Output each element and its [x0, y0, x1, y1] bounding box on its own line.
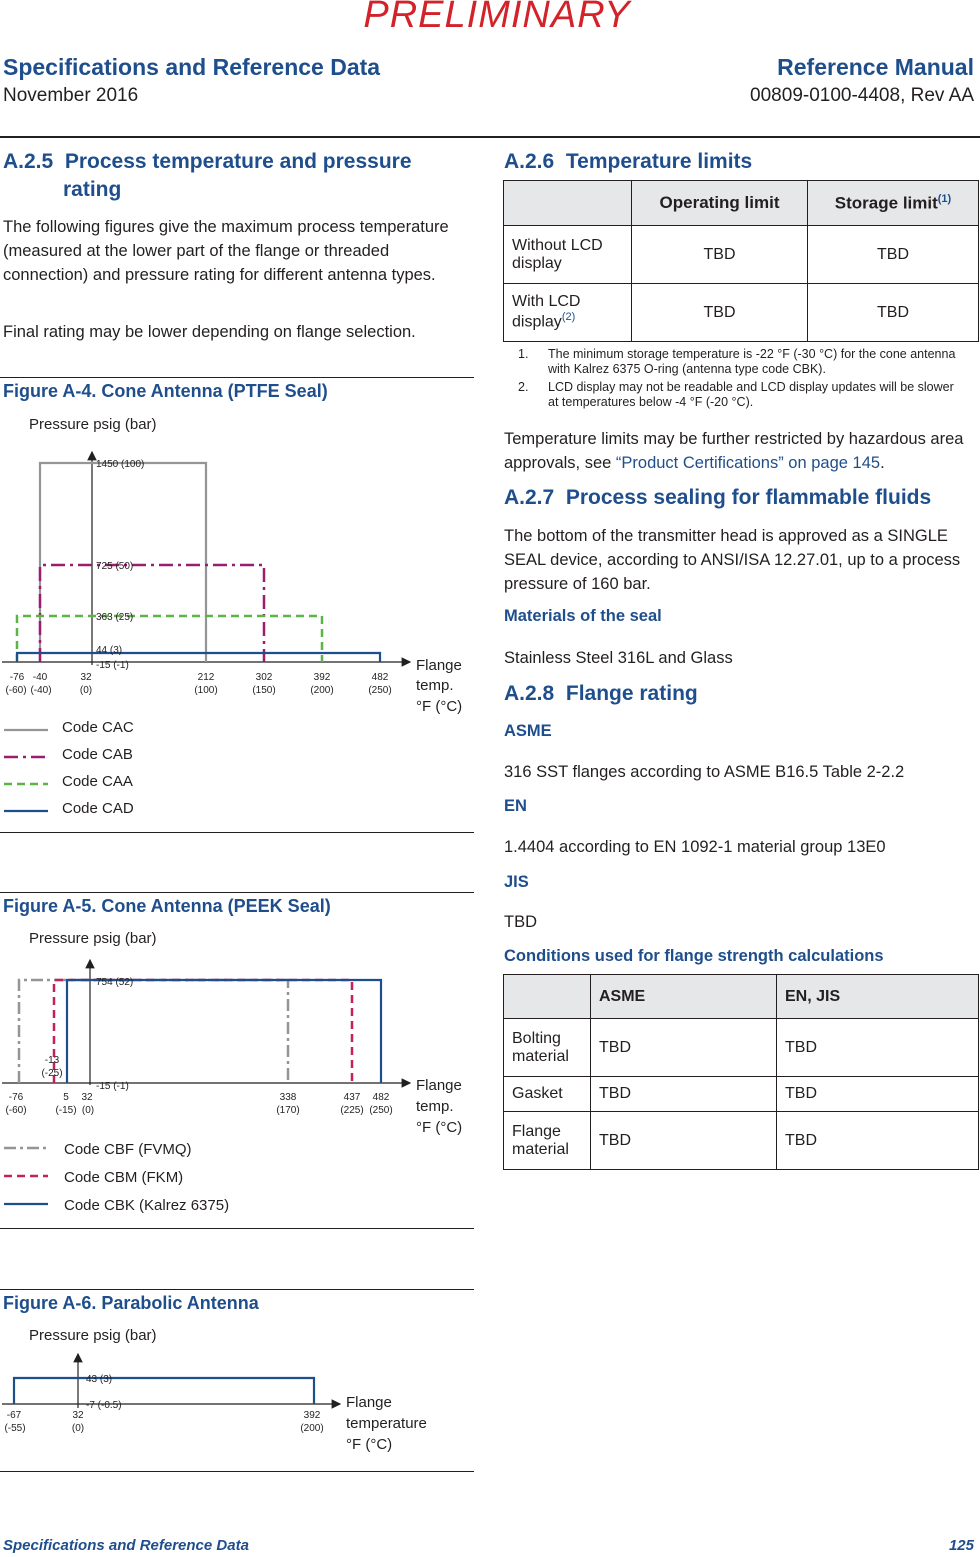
temperature-limits-table — [503, 180, 979, 342]
header-rule — [0, 136, 980, 138]
en-jis-cell: TBD — [777, 1019, 979, 1077]
x-tick-label: (-15) — [55, 1105, 77, 1116]
table-corner-cell — [504, 975, 591, 1019]
legend-label: Code CBF (FVMQ) — [64, 1141, 192, 1158]
page-number: 125 — [948, 1537, 974, 1554]
figure-a4-y-label: Pressure psig (bar) — [29, 416, 157, 433]
jis-text: TBD — [504, 913, 537, 931]
x-tick-label: 302 — [255, 672, 273, 683]
x-axis-label: temp. — [416, 1098, 454, 1115]
row-label: With LCD display$^{(2)}$ — [504, 284, 632, 342]
legend-label: Code CBK (Kalrez 6375) — [64, 1197, 230, 1214]
x-tick-label: -76 — [8, 1092, 24, 1103]
x-tick-label: (0) — [81, 1105, 95, 1116]
table-row — [504, 1019, 979, 1077]
storage-limit-cell: TBD — [808, 226, 979, 284]
header-section-title: Specifications and Reference Data — [3, 54, 381, 80]
header-manual-title: Reference Manual — [777, 54, 974, 80]
figure-a4-title: Figure A-4. Cone Antenna (PTFE Seal) — [3, 381, 328, 401]
figure-top-rule — [0, 1289, 474, 1290]
x-tick-label: 5 — [63, 1092, 69, 1103]
x-axis-label: Flange — [416, 1077, 462, 1094]
section-title: Temperature limits — [565, 150, 753, 173]
y-tick-label: 363 (25) — [96, 612, 134, 623]
figure-a6-title: Figure A-6. Parabolic Antenna — [3, 1293, 259, 1313]
y-tick-label: 725 (50) — [96, 561, 134, 572]
sealing-paragraph: The bottom of the transmitter head is approved as a SINGLE SEAL device, according to ANSI/ISA 12.27.01, up to a process pressure of 160 bar. — [504, 527, 961, 593]
x-tick-label: 32 — [81, 1092, 93, 1103]
x-tick-label: -40 — [32, 672, 48, 683]
x-tick-label: 482 — [371, 672, 389, 683]
section-title: Flange rating — [565, 682, 698, 705]
x-tick-label: 392 — [303, 1410, 321, 1421]
legend-label: Code CAD — [62, 800, 134, 817]
table-row — [504, 226, 979, 284]
operating-limit-cell: TBD — [632, 226, 808, 284]
y-tick-label: 1450 (100) — [96, 459, 145, 470]
figure-bottom-rule — [0, 1471, 474, 1472]
storage-limit-cell: TBD — [808, 284, 979, 342]
figure-a5-title: Figure A-5. Cone Antenna (PEEK Seal) — [3, 896, 331, 916]
figure-bottom-rule — [0, 1228, 474, 1229]
row-label: Without LCD display — [504, 226, 632, 284]
flange-note: Final rating may be lower depending on flange selection. — [3, 323, 416, 341]
series-code-caa — [17, 616, 322, 662]
table-row — [504, 284, 979, 342]
row-label: Gasket — [504, 1077, 591, 1112]
y-tick-label: 44 (3) — [96, 645, 123, 656]
x-tick-label: (0) — [71, 1423, 85, 1434]
section-heading-a26 — [504, 148, 752, 176]
section-number: A.2.7 — [504, 486, 555, 509]
figure-a5-y-label: Pressure psig (bar) — [29, 930, 157, 947]
temperature-note: Temperature limits may be further restricted by hazardous area approvals, see “Product Certifications” on page 145. — [504, 430, 964, 472]
x-axis-label: temp. — [416, 677, 454, 694]
figure-a4-chart — [0, 440, 474, 825]
y-tick-label: 43 (3) — [86, 1374, 113, 1385]
footnote-ref: (1) — [937, 192, 952, 205]
series-parabolic — [14, 1378, 314, 1404]
x-tick-label: -67 — [6, 1410, 22, 1421]
column-header: Operating limit — [632, 181, 808, 226]
y-tick-label: -7 (-0.5) — [86, 1400, 122, 1411]
x-tick-label: 392 — [313, 672, 331, 683]
footer-section: Specifications and Reference Data — [3, 1537, 249, 1554]
asme-cell: TBD — [591, 1077, 777, 1112]
flange-conditions-table — [503, 974, 979, 1170]
x-axis-label: Flange — [346, 1394, 392, 1411]
row-label: Bolting material — [504, 1019, 591, 1077]
legend-label: Code CAC — [62, 719, 134, 736]
x-axis-label: °F (°C) — [416, 698, 463, 715]
x-axis-label: temperature — [346, 1415, 427, 1432]
series-code-cbm — [54, 980, 352, 1083]
x-tick-label: (0) — [79, 685, 93, 696]
product-certifications-link[interactable]: “Product Certifications” on page 145 — [615, 454, 881, 472]
legend-label: Code CAA — [62, 773, 133, 790]
series-code-cab — [40, 565, 264, 662]
x-tick-label: 32 — [80, 672, 92, 683]
x-tick-label: (170) — [276, 1105, 300, 1116]
materials-heading: Materials of the seal — [504, 607, 662, 625]
column-header: EN, JIS — [777, 975, 979, 1019]
x-tick-label: 437 — [343, 1092, 361, 1103]
section-number: A.2.8 — [504, 682, 555, 705]
figure-bottom-rule — [0, 832, 474, 833]
intro-paragraph: The following figures give the maximum process temperature (measured at the lower part of the flange or threaded connection) and pressure rating for different antenna types. — [3, 218, 449, 284]
header-date: November 2016 — [3, 85, 139, 106]
figure-top-rule — [0, 377, 474, 378]
section-title-line1: Process temperature and pressure — [64, 150, 412, 173]
x-tick-label: 338 — [279, 1092, 297, 1103]
y-tick-label: -15 (-1) — [96, 660, 129, 671]
footnote-text: The minimum storage temperature is -22 °F (-30 °C) for the cone antenna with Kalrez 6375 O-ring (antenna type code CBK). — [548, 347, 956, 376]
row-label: Flange material — [504, 1112, 591, 1170]
section-title: Process sealing for flammable fluids — [565, 486, 932, 509]
x-axis-label: °F (°C) — [416, 1119, 463, 1136]
figure-a5-chart — [0, 950, 474, 1220]
x-tick-label: -76 — [9, 672, 25, 683]
asme-heading: ASME — [504, 722, 552, 740]
conditions-heading: Conditions used for flange strength calculations — [504, 947, 884, 965]
asme-cell: TBD — [591, 1019, 777, 1077]
x-tick-label: (225) — [340, 1105, 364, 1116]
x-tick-label: 32 — [72, 1410, 84, 1421]
x-tick-label: (200) — [310, 685, 334, 696]
footnote-text: LCD display may not be readable and LCD display updates will be slower at temperatures below -4 °F (-20 °C). — [548, 380, 954, 409]
series-code-cad — [17, 653, 380, 662]
asme-cell: TBD — [591, 1112, 777, 1170]
legend-label: Code CAB — [62, 746, 133, 763]
x-axis-label: Flange — [416, 657, 462, 674]
jis-heading: JIS — [504, 873, 529, 891]
table-row — [504, 1077, 979, 1112]
materials-text: Stainless Steel 316L and Glass — [504, 649, 733, 667]
x-tick-label: (-55) — [4, 1423, 26, 1434]
y-tick-label: -15 (-1) — [96, 1081, 129, 1092]
y-tick-label: 754 (52) — [96, 977, 134, 988]
column-header: Storage limit$^{(1)}$ — [808, 181, 979, 226]
x-tick-label: 212 — [197, 672, 215, 683]
figure-a6-chart — [0, 1348, 474, 1466]
figure-top-rule — [0, 892, 474, 893]
x-tick-label: (250) — [369, 1105, 393, 1116]
x-tick-label: (250) — [368, 685, 392, 696]
annotation-label: (-25) — [41, 1068, 63, 1079]
watermark: PRELIMINARY — [363, 0, 631, 36]
legend-label: Code CBM (FKM) — [64, 1169, 184, 1186]
x-tick-label: (-60) — [5, 1105, 27, 1116]
section-heading-a28 — [504, 680, 698, 708]
section-number: A.2.5 — [3, 150, 54, 173]
section-title-line2: rating — [63, 178, 122, 201]
header-doc-number: 00809-0100-4408, Rev AA — [750, 85, 974, 106]
x-axis-label: °F (°C) — [346, 1436, 393, 1453]
footnote-ref: (2) — [561, 311, 576, 324]
x-tick-label: (-60) — [5, 685, 27, 696]
en-text: 1.4404 according to EN 1092-1 material group 13E0 — [504, 838, 886, 856]
en-jis-cell: TBD — [777, 1112, 979, 1170]
x-tick-label: 482 — [372, 1092, 390, 1103]
en-heading: EN — [504, 797, 527, 815]
figure-a6-y-label: Pressure psig (bar) — [29, 1327, 157, 1344]
asme-text: 316 SST flanges according to ASME B16.5 Table 2-2.2 — [504, 763, 905, 781]
x-tick-label: (200) — [300, 1423, 324, 1434]
operating-limit-cell: TBD — [632, 284, 808, 342]
x-tick-label: (100) — [194, 685, 218, 696]
table-row — [504, 1112, 979, 1170]
section-heading-a27 — [504, 484, 931, 512]
footnote-number: 1. — [518, 347, 529, 361]
en-jis-cell: TBD — [777, 1077, 979, 1112]
annotation-label: -13 — [44, 1055, 60, 1066]
table-corner-cell — [504, 181, 632, 226]
column-header: ASME — [591, 975, 777, 1019]
footnote-number: 2. — [518, 380, 529, 394]
section-heading-a25 — [3, 148, 412, 176]
section-number: A.2.6 — [504, 150, 555, 173]
series-code-cbk — [67, 980, 381, 1083]
x-tick-label: (150) — [252, 685, 276, 696]
x-tick-label: (-40) — [30, 685, 52, 696]
